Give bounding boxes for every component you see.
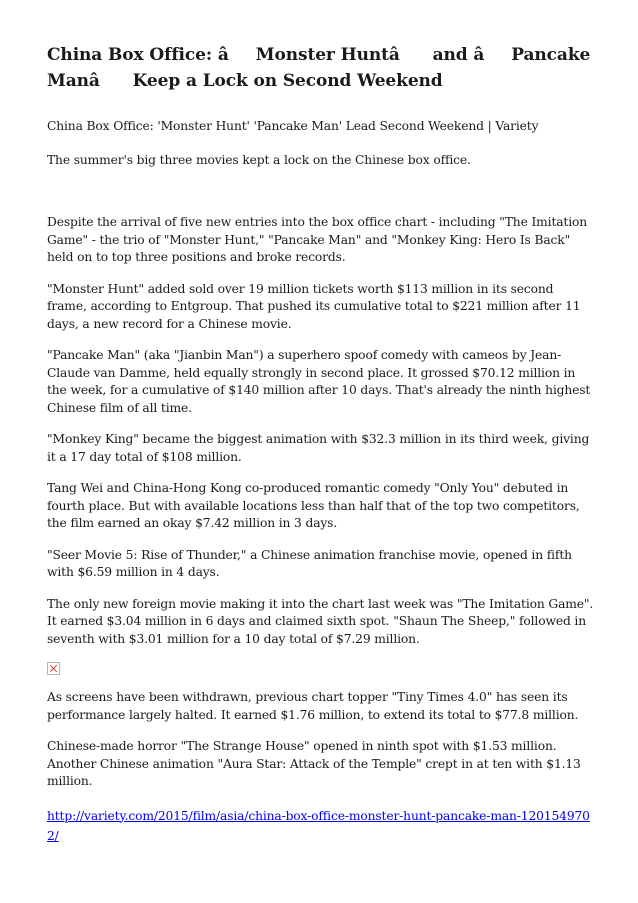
article-intro: The summer's big three movies kept a lock on the Chinese box office. bbox=[47, 152, 471, 167]
article-paragraph: Despite the arrival of five new entries into the box office chart - including "The Imitation Game" - the trio of "Monster Hunt," "Pancake Man" and "Monkey King: Hero Is Back" held on to top three positions and broke records. bbox=[47, 215, 588, 264]
article-paragraph: The only new foreign movie making it into the chart last week was "The Imitation Game". It earned $3.04 million in 6 days and claimed sixth spot. "Shaun The Sheep," followed in seventh with $3.01 million for a 10 day total of $7.29 million. bbox=[47, 596, 594, 646]
broken-image-icon bbox=[47, 662, 60, 675]
document-page bbox=[47, 42, 595, 846]
article-title: China Box Office: âMonster Huntâ and âPancake Manâ Keep a Lock on Second Weekend bbox=[47, 45, 591, 91]
article-subtitle: China Box Office: 'Monster Hunt' 'Pancake Man' Lead Second Weekend | Variety bbox=[47, 119, 539, 133]
article-paragraph: "Monkey King" became the biggest animation with $32.3 million in its third week, giving it a 17 day total of $108 million. bbox=[47, 432, 590, 464]
article-paragraph: "Monster Hunt" added sold over 19 million tickets worth $113 million in its second frame, according to Entgroup. That pushed its cumulative total to $221 million after 11 days, a new record for a Chinese movie. bbox=[47, 281, 581, 331]
source-link[interactable]: http://variety.com/2015/film/asia/china-box-office-monster-hunt-pancake-man-1201549702/ bbox=[47, 808, 590, 843]
article-paragraph: Chinese-made horror "The Strange House" opened in ninth spot with $1.53 million. Another Chinese animation "Aura Star: Attack of the Temple" crept in at ten with $1.13 million. bbox=[47, 739, 581, 788]
article-paragraph: "Seer Movie 5: Rise of Thunder," a Chinese animation franchise movie, opened in fifth with $6.59 million in 4 days. bbox=[47, 547, 572, 579]
article-paragraph: "Pancake Man" (aka "Jianbin Man") a superhero spoof comedy with cameos by Jean-Claude van Damme, held equally strongly in second place. It grossed $70.12 million in the week, for a cumulative of $140 million after 10 days. That's already the ninth highest Chinese film of all time. bbox=[47, 348, 591, 415]
article-paragraph: Tang Wei and China-Hong Kong co-produced romantic comedy "Only You" debuted in fourth place. But with available locations less than half that of the top two competitors, the film earned an okay $7.42 million in 3 days. bbox=[47, 481, 580, 530]
article-paragraph: As screens have been withdrawn, previous chart topper "Tiny Times 4.0" has seen its performance largely halted. It earned $1.76 million, to extend its total to $77.8 million. bbox=[47, 690, 579, 722]
